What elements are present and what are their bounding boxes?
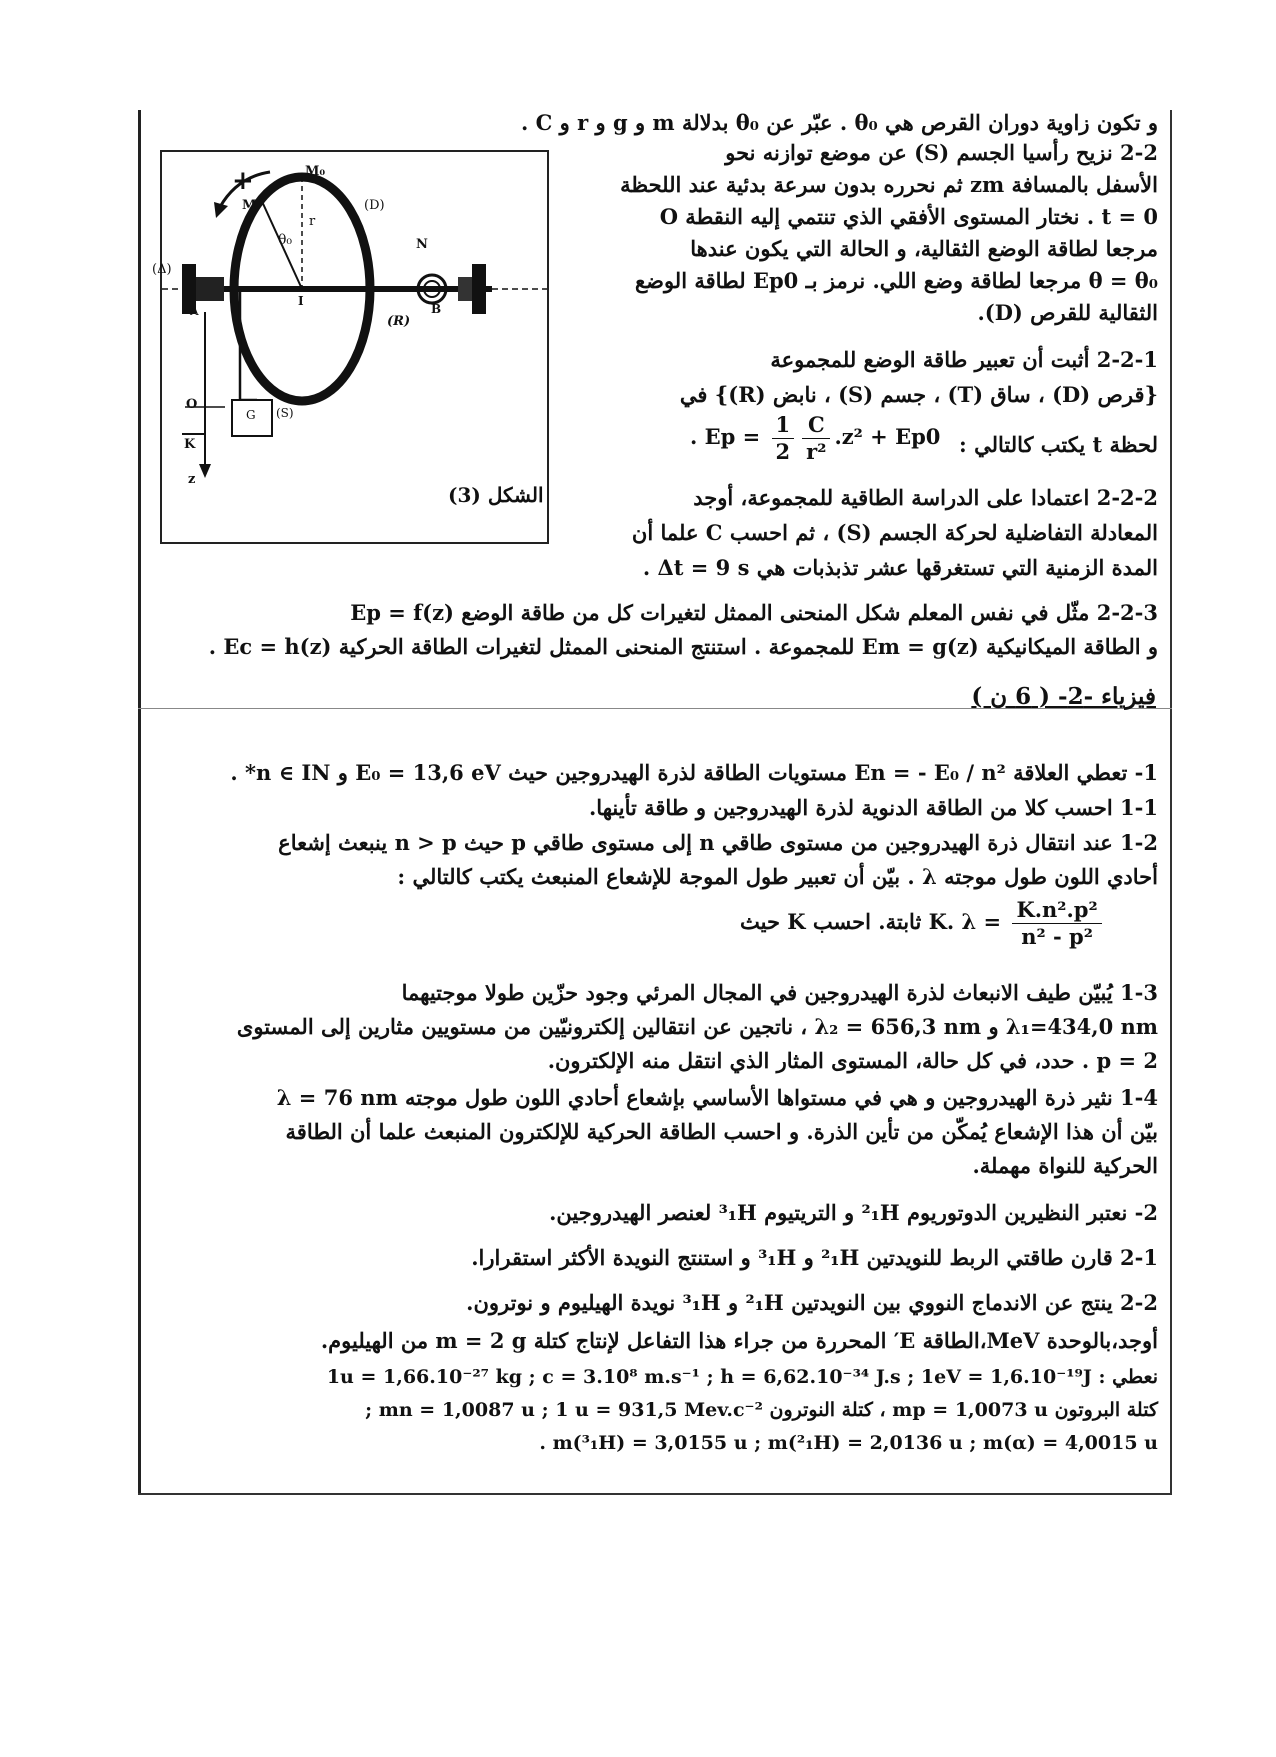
label-s: (S) [276, 406, 294, 420]
q2-2-3-line-2: و الطاقة الميكانيكية Em = g(z) للمجموعة . استنتج المنحنى الممثل لتغيرات الطاقة الحركية Ec = h(z) . [208, 634, 1158, 659]
label-delta: (Δ) [152, 262, 172, 277]
q1-line-1: 1- تعطي العلاقة En = - E₀ / n² مستويات الطاقة لذرة الهيدروجين حيث E₀ = 13,6 eV و n ∈ IN* . [230, 760, 1158, 785]
label-m: M [242, 198, 257, 213]
bottom-border [138, 1493, 1172, 1495]
q2-2-2-line-1: 2-2-2 اعتمادا على الدراسة الطاقية للمجموعة، أوجد [693, 485, 1158, 510]
q2-2-line-5: θ = θ₀ مرجعا لطاقة وضع اللي. نرمز بـ Ep0 لطاقة الوضع [634, 268, 1158, 293]
q2-2-line-2: الأسفل بالمسافة zm ثم نحرره بدون سرعة بدئية عند اللحظة [620, 172, 1158, 197]
q1-2-line-2: أحادي اللون طول موجته λ . بيّن أن تعبير طول الموجة للإشعاع المنبعث يكتب كالتالي : [397, 864, 1158, 889]
figure-caption: الشكل (3) [448, 483, 544, 507]
section-title-physics-2: فيزياء -2- ( 6 ن ) [971, 683, 1156, 710]
q1-4-line-1: 1-4 نثير ذرة الهيدروجين و هي في مستواها الأساسي بإشعاع أحادي اللون طول موجته λ = 76 nm [276, 1085, 1158, 1110]
line-top: و تكون زاوية دوران القرص هي θ₀ . عبّر عن θ₀ بدلالة m و g و r و C . [521, 110, 1158, 135]
frac-lambda: $\frac{\text{K.n².p²}}{\text{n² - p²}}$ [1012, 897, 1101, 950]
label-z: z [188, 472, 196, 487]
q1-4-line-3: الحركية للنواة مهملة. [972, 1153, 1158, 1178]
label-r: r [309, 214, 316, 229]
constants-line-2: كتلة البروتون mp = 1,0073 u ، كتلة النوترون mn = 1,0087 u ; 1 u = 931,5 Mev.c⁻² ; [365, 1399, 1158, 1421]
constants-line-1: نعطي : 1u = 1,66.10⁻²⁷ kg ; c = 3.10⁸ m.s⁻¹ ; h = 6,62.10⁻³⁴ J.s ; 1eV = 1,6.10⁻¹⁹J [326, 1366, 1158, 1388]
constants-line-3: m(³₁H) = 3,0155 u ; m(²₁H) = 2,0136 u ; m(α) = 4,0015 u . [539, 1432, 1158, 1454]
q2-2-3-line-1: 2-2-3 مثّل في نفس المعلم شكل المنحنى الممثل لتغيرات كل من طاقة الوضع Ep = f(z) [350, 600, 1158, 625]
q2-2: 2-2 ينتج عن الاندماج النووي بين النويدتين ²₁H و ³₁H نويدة الهيليوم و نوترون. [466, 1290, 1158, 1315]
formula-lambda: حيث K ثابتة. احسب K. λ = $\frac{\text{K.n².p²}}{\text{n² - p²}}$ [740, 897, 1106, 950]
label-o: O [186, 397, 198, 412]
q2-2-line-6: الثقالية للقرص (D). [977, 300, 1158, 325]
label-n: N [416, 237, 428, 252]
q2-2-line-1: 2-2 نزيح رأسيا الجسم (S) عن موضع توازنه نحو [725, 140, 1158, 165]
label-a: A [190, 304, 199, 318]
label-b: B [431, 302, 442, 316]
frac-half: $\frac{1}{2}$ [772, 412, 795, 465]
q1-1: 1-1 احسب كلا من الطاقة الدنوية لذرة الهيدروجين و طاقة تأينها. [589, 795, 1158, 820]
q2-2-1-line-1: 2-2-1 أثبت أن تعبير طاقة الوضع للمجموعة [770, 347, 1158, 372]
label-d: (D) [364, 198, 385, 213]
label-theta0: θ₀ [278, 232, 293, 248]
frac-c-r2: $\frac{C}{\text{r²}}$ [802, 412, 830, 465]
q1-4-line-2: بيّن أن هذا الإشعاع يُمكّن من تأين الذرة. و احسب الطاقة الحركية للإلكترون المنبعث علما أن الطاقة [285, 1119, 1158, 1144]
label-i: I [298, 294, 304, 308]
q1-3-line-2: λ₁=434,0 nm و λ₂ = 656,3 nm ، ناتجين عن انتقالين إلكترونيّين من مستويين مثارين إلى المستوى [236, 1014, 1158, 1039]
q1-2-line-1: 1-2 عند انتقال ذرة الهيدروجين من مستوى طاقي n إلى مستوى طاقي p حيث n > p ينبعث إشعاع [278, 830, 1158, 855]
label-spring-r: (R) [387, 314, 411, 329]
plus-sign: + [232, 166, 254, 196]
left-border [138, 110, 141, 1495]
label-g: G [246, 408, 256, 422]
label-m0: M₀ [305, 164, 326, 179]
q2-1: 2-1 قارن طاقتي الربط للنويدتين ²₁H و ³₁H و استنتج النويدة الأكثر استقرارا. [471, 1245, 1158, 1270]
q2-2-2-line-3: المدة الزمنية التي تستغرقها عشر تذبذبات هي Δt = 9 s . [642, 555, 1158, 580]
formula-ep: . Ep = $\frac{1}{2}$ $\frac{C}{\text{r²}}$ .z² + Ep0 [690, 412, 941, 464]
q2-2-line-3: t = 0 . نختار المستوى الأفقي الذي تنتمي إليه النقطة O [659, 204, 1158, 229]
q1-3-line-1: 1-3 يُبيّن طيف الانبعاث لذرة الهيدروجين في المجال المرئي وجود حزّين طولا موجتيهما [401, 980, 1158, 1005]
q2-2-2-line-2: المعادلة التفاضلية لحركة الجسم (S) ، ثم احسب C علما أن [631, 520, 1158, 545]
label-k: K [184, 437, 196, 452]
q2-2-1-line-3: لحظة t يكتب كالتالي : [959, 432, 1158, 457]
q1-3-line-3: p = 2 . حدد، في كل حالة، المستوى المثار الذي انتقل منه الإلكترون. [547, 1048, 1158, 1073]
q2-line-1: 2- نعتبر النظيرين الدوتوريوم ²₁H و التريتيوم ³₁H لعنصر الهيدروجين. [549, 1200, 1158, 1225]
q2-2-line-2: أوجد،بالوحدة MeV،الطاقة E′ المحررة من جراء هذا التفاعل لإنتاج كتلة m = 2 g من الهيليوم. [320, 1328, 1158, 1353]
q2-2-line-4: مرجعا لطاقة الوضع الثقالية، و الحالة التي يكون عندها [690, 236, 1158, 261]
right-border [1170, 110, 1172, 1495]
q2-2-1-line-2: {قرص (D) ، ساق (T) ، جسم (S) ، نابض (R)} في [679, 382, 1158, 407]
